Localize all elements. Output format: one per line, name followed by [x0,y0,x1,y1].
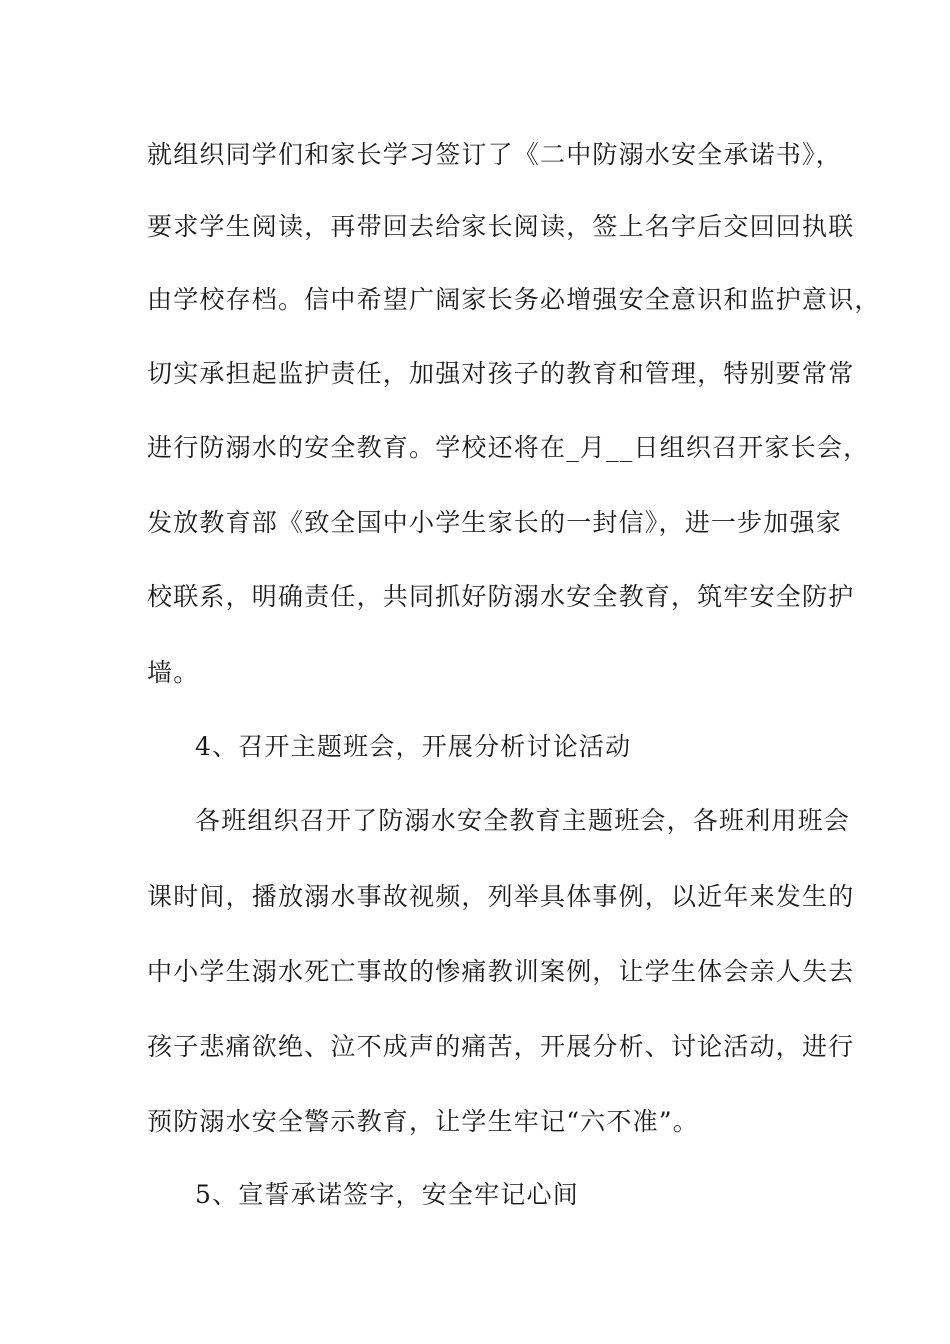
paragraph-line: 就组织同学们和家长学习签订了《二中防溺水安全承诺书》， [147,140,842,169]
section-heading: 5、宣誓承诺签字，安全牢记心间 [195,1180,579,1209]
paragraph-line: 进行防溺水的安全教育。学校还将在_月__日组织召开家长会， [147,433,870,462]
paragraph-line: 课时间，播放溺水事故视频，列举具体事例，以近年来发生的 [147,882,855,911]
paragraph-line: 发放教育部《致全国中小学生家长的一封信》，进一步加强家 [147,508,842,537]
paragraph-line: 孩子悲痛欲绝、泣不成声的痛苦，开展分析、讨论活动，进行 [147,1032,855,1061]
paragraph-line: 墙。 [147,658,200,687]
paragraph-line: 由学校存档。信中希望广阔家长务必增强安全意识和监护意识， [147,285,881,314]
section-heading: 4、召开主题班会，开展分析讨论活动 [195,732,632,761]
paragraph-line: 中小学生溺水死亡事故的惨痛教训案例，让学生体会亲人失去 [147,957,855,986]
paragraph-line: 切实承担起监护责任，加强对孩子的教育和管理，特别要常常 [147,359,855,388]
paragraph-line: 校联系，明确责任，共同抓好防溺水安全教育，筑牢安全防护 [147,582,855,611]
paragraph-line: 各班组织召开了防溺水安全教育主题班会，各班利用班会 [195,806,851,835]
paragraph-line: 要求学生阅读，再带回去给家长阅读，签上名字后交回回执联 [147,212,855,241]
paragraph-line: 预防溺水安全警示教育，让学生牢记“六不准”。 [147,1107,699,1136]
